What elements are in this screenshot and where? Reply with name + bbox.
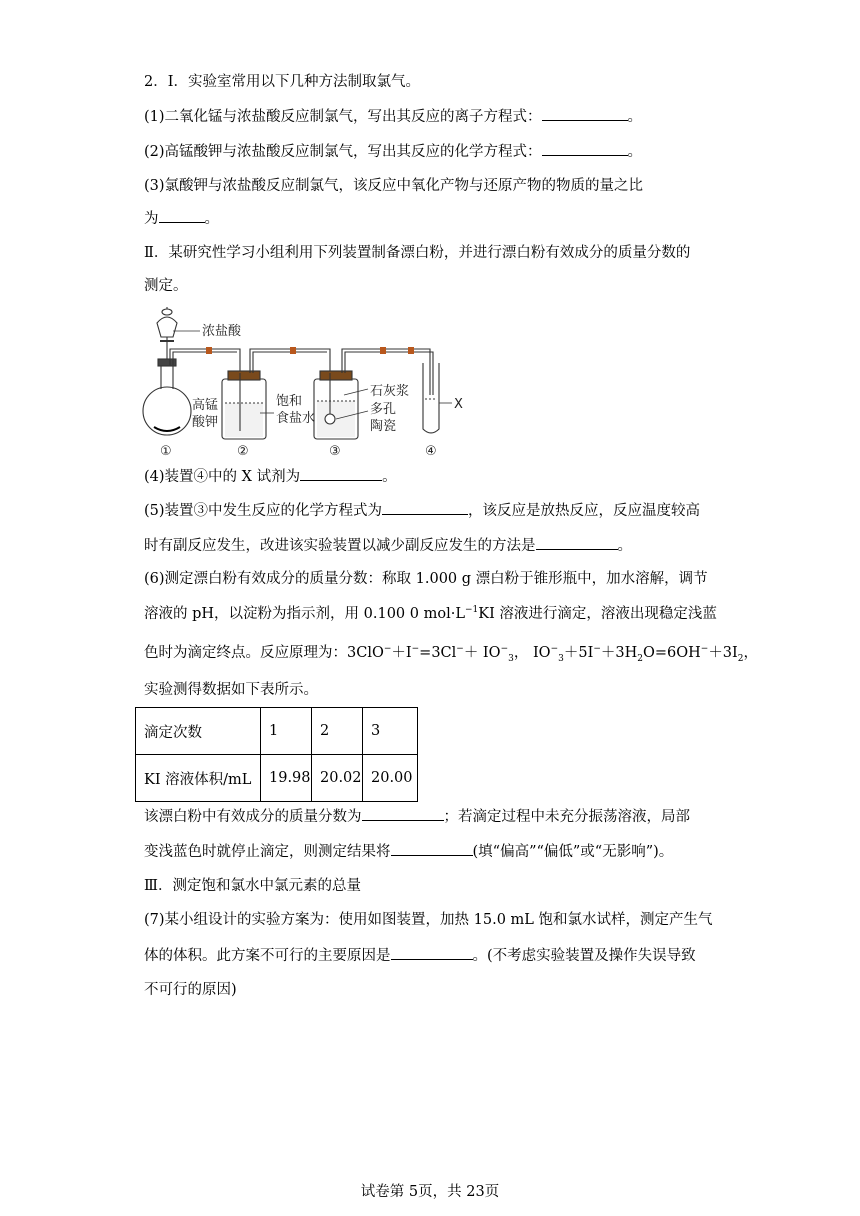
table-cell: 1: [261, 708, 312, 755]
table-cell: 19.98: [261, 755, 312, 802]
apparatus-diagram: [140, 303, 470, 459]
q2-heading: 2．Ⅰ．实验室常用以下几种方法制取氯气。: [144, 74, 420, 90]
table-cell: 滴定次数: [136, 708, 261, 755]
q2-reaction-principle: 色时为滴定终点。反应原理为：$3ClO^-+I^-=3Cl^-+ IO^-_3$， $IO^-_3+5I^-+3H_2O=6OH^-+3I_2$，: [144, 644, 758, 664]
table-row: [136, 708, 418, 755]
q2-table-intro: 实验测得数据如下表所示。: [144, 682, 318, 698]
answer-blank[interactable]: [300, 466, 382, 481]
q2-part3: (3)氯酸钾与浓盐酸反应制氯气，该反应中氧化产物与还原产物的物质的量之比: [144, 178, 644, 194]
page-footer: 试卷第 5页，共 23页: [360, 1184, 500, 1200]
q2-part6-result: 该漂白粉中有效成分的质量分数为 ；若滴定过程中未充分振荡溶液，局部: [144, 806, 690, 827]
label-porous-1: 多孔: [370, 402, 397, 417]
label-x-reagent: X: [454, 397, 463, 412]
q2-part6-result-cont: 变浅蓝色时就停止滴定，则测定结果将 (填“偏高”“偏低”或“无影响”)。: [144, 841, 673, 862]
label-kmno4-2: 酸钾: [192, 415, 219, 430]
label-device-4: ④: [425, 444, 437, 459]
answer-blank[interactable]: [382, 500, 468, 515]
q2-part4: (4)装置④中的 X 试剂为 。: [144, 466, 397, 487]
answer-blank[interactable]: [542, 106, 628, 121]
label-brine-2: 食盐水: [276, 411, 316, 426]
q2-part5-cont: 时有副反应发生，改进该实验装置以减少副反应发生的方法是 。: [144, 535, 632, 556]
label-device-3: ③: [329, 444, 341, 459]
q2-part6-cont: 溶液的 pH，以淀粉为指示剂，用 0.100 0 $mol\cdot L^{-1}KI$ 溶液进行滴定，溶液出现稳定浅蓝: [144, 605, 717, 622]
answer-blank[interactable]: [542, 141, 628, 156]
q2-section2-cont: 测定。: [144, 278, 188, 294]
q2-part6: (6)测定漂白粉有效成分的质量分数：称取 1.000 g 漂白粉于锥形瓶中，加水溶解，调节: [144, 571, 708, 587]
answer-blank[interactable]: [159, 208, 205, 223]
label-kmno4-1: 高锰: [192, 398, 219, 413]
answer-blank[interactable]: [536, 535, 618, 550]
q2-section3: Ⅲ．测定饱和氯水中氯元素的总量: [144, 878, 361, 894]
q2-part7: (7)某小组设计的实验方案为：使用如图装置，加热 15.0 mL 饱和氯水试样，测定产生气: [144, 912, 713, 928]
label-porous-2: 陶瓷: [370, 419, 397, 434]
label-lime-slurry: 石灰浆: [370, 384, 410, 399]
table-cell: 20.02: [312, 755, 363, 802]
answer-blank[interactable]: [391, 945, 473, 960]
label-brine-1: 饱和: [276, 394, 303, 409]
label-device-1: ①: [160, 444, 172, 459]
label-conc-hcl: 浓盐酸: [202, 324, 242, 339]
table-cell: 2: [312, 708, 363, 755]
answer-blank[interactable]: [391, 841, 473, 856]
table-row: [136, 755, 418, 802]
q2-part7-cont: 体的体积。此方案不可行的主要原因是 。(不考虑实验装置及操作失误导致: [144, 945, 696, 966]
label-device-2: ②: [237, 444, 249, 459]
q2-part2: (2)高锰酸钾与浓盐酸反应制氯气，写出其反应的化学方程式： 。: [144, 141, 642, 162]
table-cell: KI 溶液体积/mL: [136, 755, 261, 802]
q2-part3-cont: 为 。: [144, 208, 219, 229]
q2-part7-cont2: 不可行的原因): [144, 982, 237, 998]
table-cell: 3: [363, 708, 418, 755]
q2-part5: (5)装置③中发生反应的化学方程式为 ，该反应是放热反应，反应温度较高: [144, 500, 700, 521]
answer-blank[interactable]: [362, 806, 444, 821]
q2-part1: (1)二氧化锰与浓盐酸反应制氯气，写出其反应的离子方程式： 。: [144, 106, 642, 127]
titration-table: [135, 707, 418, 802]
q2-section2: Ⅱ．某研究性学习小组利用下列装置制备漂白粉，并进行漂白粉有效成分的质量分数的: [144, 245, 691, 261]
table-cell: 20.00: [363, 755, 418, 802]
